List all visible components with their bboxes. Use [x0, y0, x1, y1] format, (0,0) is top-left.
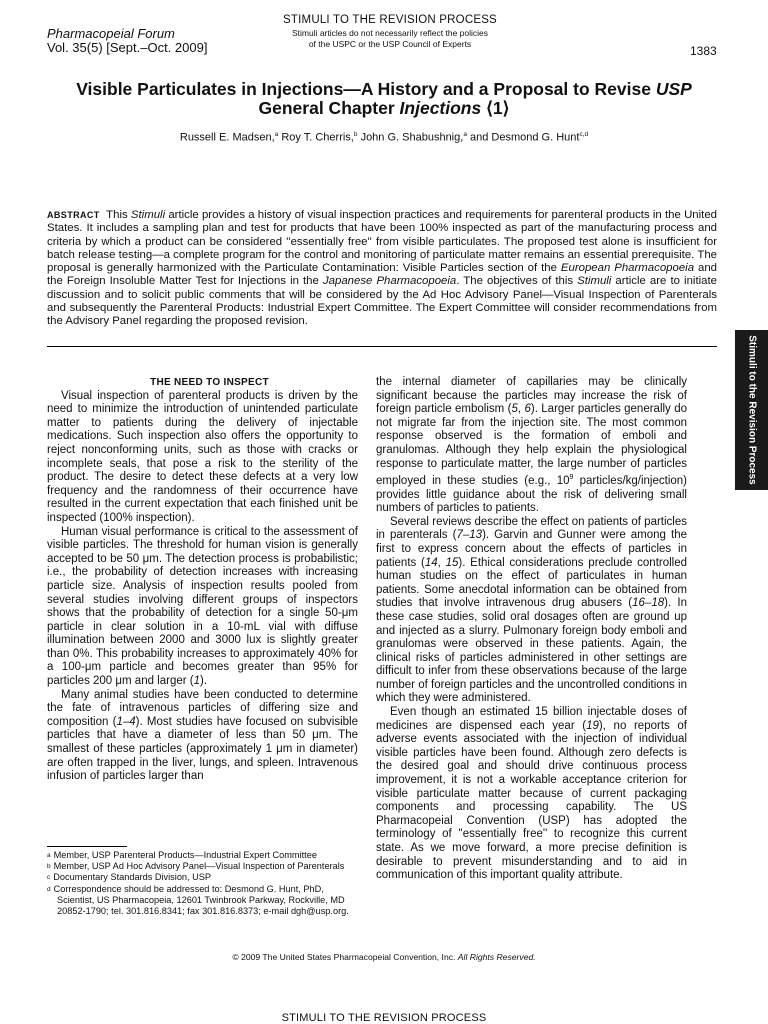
footnote: $^d$ Correspondence should be addressed to: Desmond G. Hunt, PhD, Scientist, US Pharmacopeia, 12601 Twinbrook Parkway, Rockville, MD 20852-1790; tel. 301.816.8341; fax 301.816.8373; e-mail dgh@usp.org. [47, 883, 349, 917]
side-tab-label: Stimuli to the Revision Process [746, 335, 757, 485]
footnote: $^c$ Documentary Standards Division, USP [47, 872, 212, 883]
paragraph: Human visual performance is critical to the assessment of visible particles. The threshold for human vision is generally accepted to be 50 μm. The detection process is probabilistic; i.e., the probability of detection increases with increasing particle size. Analysis of inspection results pooled from several studies involving different groups of inspectors shows that the probability of detection for a single 50-μm particle in clear solution in a 10-mL vial with diffuse illumination between 2000 and 3000 lux is slightly greater than 0%. This probability increases to approximately 40% for a 100-μm particle and becomes greater than 95% for particles 200 μm and larger (1). [47, 525, 358, 688]
page-footer: STIMULI TO THE REVISION PROCESS [281, 1012, 487, 1024]
article-title: Visible Particulates in Injections—A History and a Proposal to Revise USP General Chapter Injections ⟨1⟩ [76, 79, 692, 118]
paragraph: Even though an estimated 15 billion injectable doses of medicines are dispensed each year (19), no reports of adverse events associated with the injection of individual visible particles have been found. Although zero defects is the desired goal and should drive continuous process improvement, it is not a workable acceptance criterion for visible particulate matter because of current packaging components and processing capability. The US Pharmacopeial Convention (USP) has adopted the terminology of ''essentially free'' to recognize this current state. As we move forward, a more precise definition is desirable to prevent misunderstanding and to aid in communication of this important quality attribute. [376, 706, 687, 882]
page-number: 1383 [690, 44, 717, 58]
abstract-label: ABSTRACT [47, 210, 100, 220]
author: John G. Shabushnig, [360, 131, 464, 144]
author: Roy T. Cherris, [281, 131, 354, 144]
journal-name: Pharmacopeial Forum [47, 26, 175, 41]
disclaimer: Stimuli articles do not necessarily reflect the policies of the USPC or the USP Council of Experts [291, 28, 489, 49]
footnote: $^a$ Member, USP Parenteral Products—Industrial Expert Committee [47, 850, 317, 860]
footnote: $^b$ Member, USP Ad Hoc Advisory Panel—Visual Inspection of Parenterals [47, 861, 345, 872]
copyright-notice: © 2009 The United States Pharmacopeial Convention, Inc. All Rights Reserved. [232, 952, 536, 962]
author: and Desmond G. Hunt [470, 131, 580, 144]
abstract: ABSTRACT This Stimuli article provides a history of visual inspection practices and requirements for parenteral products in the United States. It includes a sampling plan and test for products that have been 100% inspected as part of the manufacturing process and criteria by which a product can be considered ''essentially free'' from visible particulates. The proposed test alone is insufficient for batch release testing—a complete program for the control and monitoring of particulate matter remains an essential prerequisite. The proposal is generally harmonized with the Particulate Contamination: Visible Particles section of the European Pharmacopoeia and the Foreign Insoluble Matter Test for Injections in the Japanese Pharmacopoeia. The objectives of this Stimuli article are to initiate discussion and to solicit public comments that will be considered by the Ad Hoc Advisory Panel—Visual Inspection of Parenterals and subsequently the Parenteral Products: Industrial Expert Committee. The Expert Committee will consider recommendations from the Advisory Panel regarding the proposed revision. [47, 209, 717, 328]
section-side-tab [735, 330, 768, 490]
author-list: Russell E. Madsen,$^a$ Roy T. Cherris,$^b$ John G. Shabushnig,$^a$ and Desmond G. Hunt$^{c,d}$ [179, 131, 589, 144]
paragraph: Several reviews describe the effect on patients of particles in parenterals (7–13). Garvin and Gunner were among the first to express concern about the effects of particles in patients (14, 15). Ethical considerations preclude controlled human studies on the effect of particulates in human patients. Some anecdotal information can be obtained from studies that involve intravenous drug abusers (16–18). In these case studies, solid oral dosages often are ground up and injected as a slurry. Pulmonary foreign body emboli and granulomas were observed in these patients. Again, the clinical risks of particles administered in other settings are difficult to infer from these observations because of the large number of foreign particles and the uncontrolled conditions in which they were administered. [376, 515, 688, 705]
body-column-right [376, 376, 687, 883]
section-heading: THE NEED TO INSPECT [150, 377, 269, 388]
footnotes [47, 850, 358, 917]
journal-header [47, 27, 207, 55]
paragraph: Many animal studies have been conducted to determine the fate of intravenous particles of differing size and composition (1–4). Most studies have focused on subvisible particles that have a diameter of less than 50 μm. The smallest of these particles (approximately 1 μm in diameter) are often trapped in the liver, lungs, and spleen. Intravenous infusion of particles larger than [47, 688, 359, 783]
journal-volume: Vol. 35(5) [Sept.–Oct. 2009] [47, 40, 208, 55]
paragraph: Visual inspection of parenteral products is driven by the need to minimize the introduction of unintended particulate matter to patients during the delivery of injectable medications. Such inspection also offers the opportunity to reject nonconforming units, such as those with cracks or incomplete seals, that pose a risk to the sterility of the product. The desire to detect these defects at a very low frequency and the randomness of their occurrence have resulted in the current expectation that each finished unit be inspected (100% inspection). [47, 389, 358, 524]
abstract-divider [47, 346, 717, 347]
author: Russell E. Madsen, [179, 131, 275, 144]
body-column-left [47, 376, 358, 784]
section-header [220, 14, 560, 50]
footnote-divider [47, 846, 127, 847]
section-title: STIMULI TO THE REVISION PROCESS [283, 14, 497, 26]
paragraph: the internal diameter of capillaries may be clinically significant because the particles may increase the risk of foreign particle embolism (5, 6). Larger particles generally do not migrate far from the injection site. The most common response observed is the formation of emboli and granulomas. Although they help explain the physiological response to particulate matter, the large number of particles employed in these studies (e.g., $10^9$ particles/kg/injection) provides little guidance about the risk of delivering small numbers of particles to patients. [376, 376, 688, 515]
